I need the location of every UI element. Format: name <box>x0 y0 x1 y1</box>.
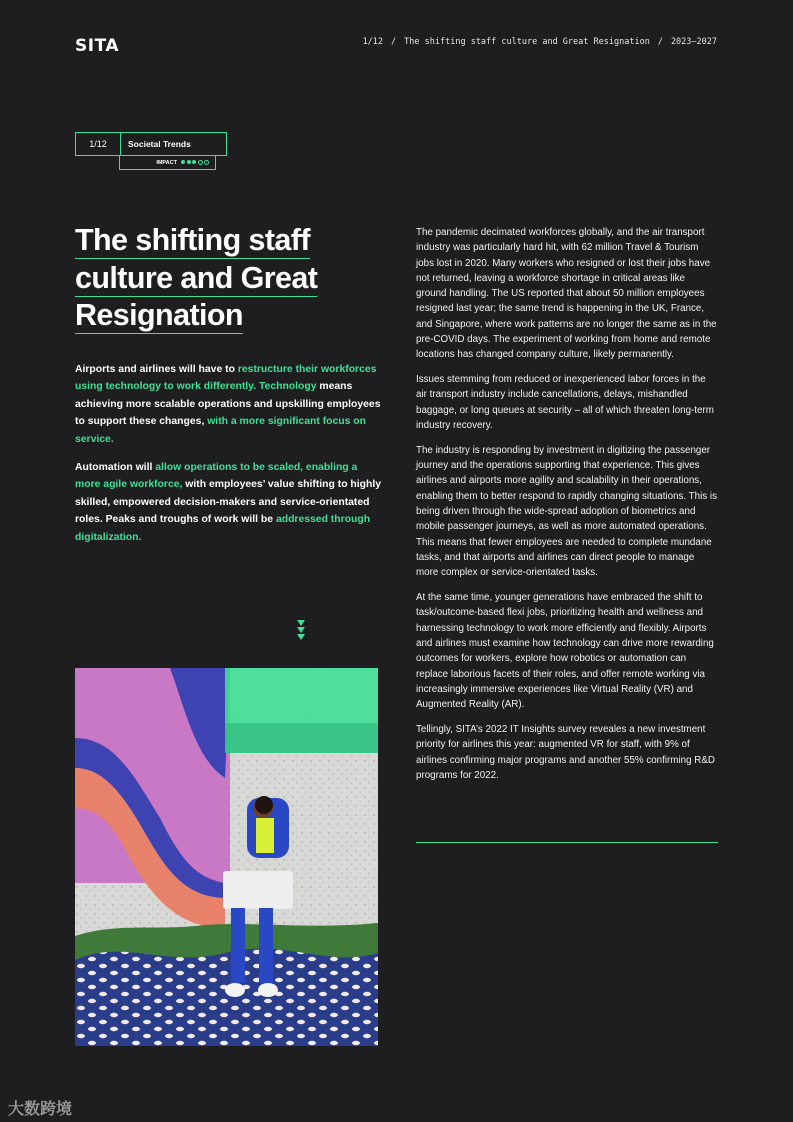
tag-number: 1/12 <box>76 133 121 155</box>
lead-paragraph-1: Airports and airlines will have to restructure their workforces using technology to work differently. Technology means achieving more scalable operations and upskilling employees to support these changes, with a more significant focus on service. <box>75 364 381 445</box>
impact-dot-filled <box>192 160 196 164</box>
section-divider <box>416 842 718 843</box>
category-tag <box>75 132 227 170</box>
watermark: 大数跨境 <box>8 1101 73 1118</box>
body-paragraph: The pandemic decimated workforces globally, and the air transport industry was particularly hard hit, with 62 million Travel & Tourism jobs lost in 2020. Many workers who resigned or lost their jobs have not returned, leaving a workforce shortage in critical areas like ground handling. The US reported that about 50 million employees resigned last year; the same trend is happening in the UK, France, and Singapore, where work patterns are no longer the same as in the pre-COVID days. The experiment of working from home and remote locations has changed company culture, likely permanently. <box>416 227 717 361</box>
running-title: The shifting staff culture and Great Resignation <box>404 37 650 47</box>
title-line: The shifting staff <box>75 223 310 257</box>
impact-indicator <box>119 156 216 170</box>
impact-label: IMPACT <box>156 159 177 166</box>
body-paragraph: Tellingly, SITA’s 2022 IT Insights survey reveales a new investment priority for airlines this year: augmented VR for staff, with 9% of airlines confirming major programs and another 55% confirming R&D programs for 2022. <box>416 723 715 781</box>
sita-logo: SITA <box>75 36 120 56</box>
impact-dot-filled <box>181 160 185 164</box>
running-header: 1/12 / The shifting staff culture and Great Resignation / 2023–2027 <box>362 37 717 47</box>
scroll-down-arrows-icon <box>297 620 305 640</box>
years-range: 2023–2027 <box>670 37 717 47</box>
body-paragraph: Issues stemming from reduced or inexperienced labor forces in the air transport industry include cancellations, delays, mishandled baggage, or long queues at security – all of which threaten long-term industry recovery. <box>416 374 714 432</box>
page-title <box>75 222 365 335</box>
impact-dot-empty <box>204 160 209 165</box>
body-text-column <box>416 225 718 793</box>
body-paragraph: At the same time, younger generations have embraced the shift to task/outcome-based flexi jobs, prioritizing health and wellness and harnessing technology to work more efficiently and flexibly. Airports and airlines must examine how technology can drive more rewarding outcomes for workers, explore how robotics or automation can replace laborious facets of their roles, and offer remote working via increasingly immersive experiences like Virtual Reality (VR) and Augmented Reality (AR). <box>416 592 714 711</box>
lead-paragraph-2: Automation will allow operations to be scaled, enabling a more agile workforce, with employees’ value shifting to highly skilled, empowered decision-makers and service-orientated roles. Peaks and troughs of work will be addressed through digitalization. <box>75 462 382 543</box>
impact-dot-empty <box>198 160 203 165</box>
title-line: culture and Great <box>75 260 318 295</box>
illustration-woman-laptop <box>75 668 378 1046</box>
title-line: Resignation <box>75 298 243 332</box>
page-number: 1/12 <box>362 37 384 47</box>
body-paragraph: The industry is responding by investment in digitizing the passenger journey and the operations supporting that experience. This gives airlines and airports more agility and scalability in their operations, enabling them to better respond to rapidly changing situations. This is being driven through the wide-spread adoption of biometrics and mobile passenger journeys, as well as more automated operations. This means that fewer employees are needed to complete mundane tasks, and that airports and airlines can direct people to manage more complex or service-orientated tasks. <box>416 444 717 579</box>
impact-dot-filled <box>187 160 191 164</box>
impact-dots <box>181 160 209 165</box>
tag-label: Societal Trends <box>128 139 191 149</box>
